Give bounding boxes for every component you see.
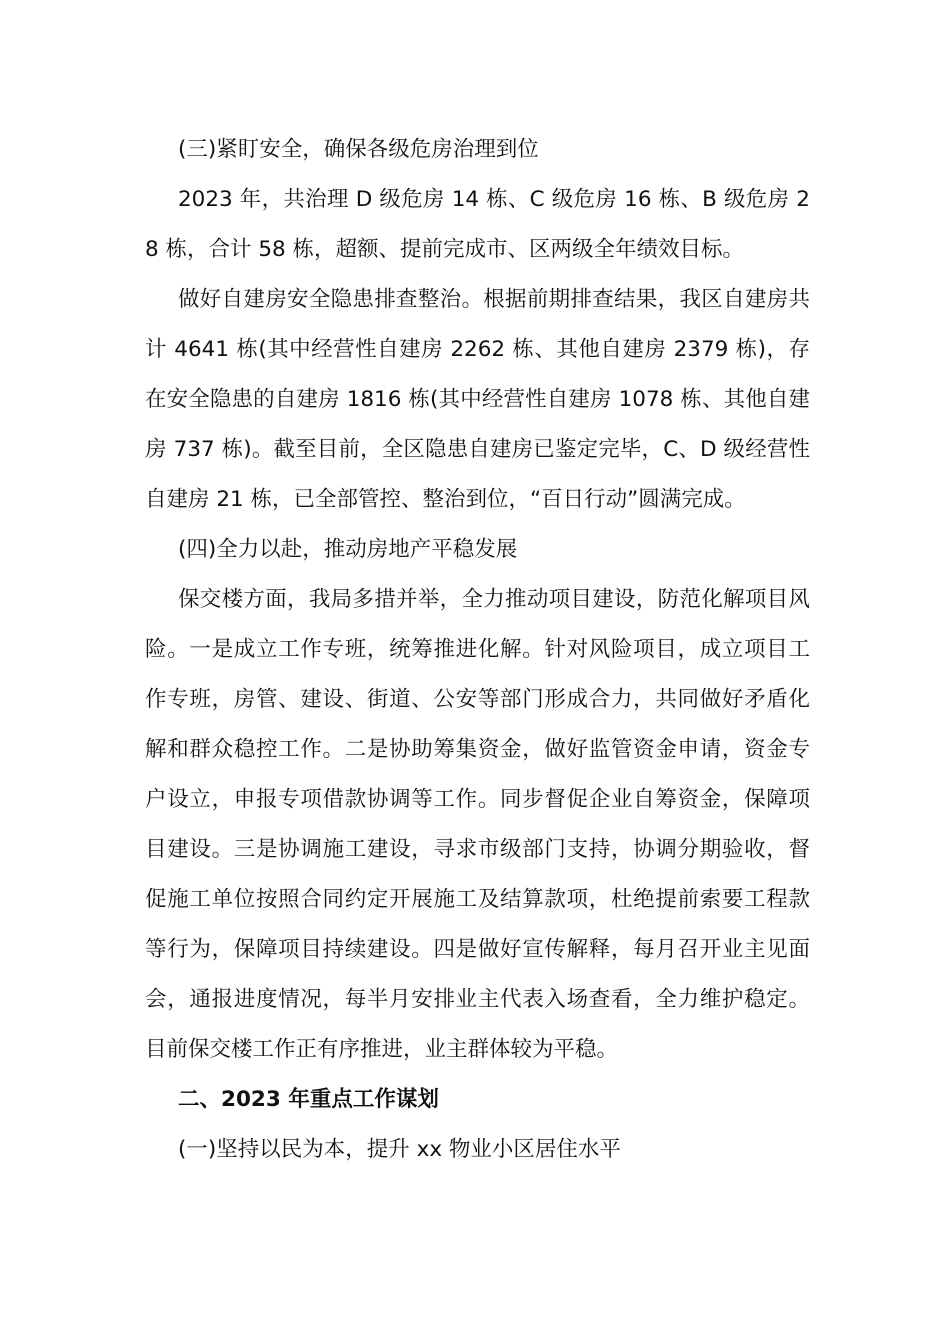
chapter-heading-2: 二、2023 年重点工作谋划 <box>178 1087 439 1112</box>
document-body <box>145 125 810 1175</box>
paragraph-self-built-housing: 做好自建房安全隐患排查整治。根据前期排查结果，我区自建房共计 4641 栋(其中经营性自建房 2262 栋、其他自建房 2379 栋)，存在安全隐患的自建房 1816 栋(其中经营性自建房 1078 栋、其他自建房 737 栋)。截至目前，全区隐患自建房已鉴定完毕，C、D 级经营性自建房 21 栋，已全部管控、整治到位，“百日行动”圆满完成。 <box>145 287 810 512</box>
section-heading-3: (三)紧盯安全，确保各级危房治理到位 <box>178 137 539 162</box>
section-heading-1: (一)坚持以民为本，提升 xx 物业小区居住水平 <box>178 1137 621 1162</box>
section-heading-4: (四)全力以赴，推动房地产平稳发展 <box>178 537 518 562</box>
paragraph-guarantee-delivery: 保交楼方面，我局多措并举，全力推动项目建设，防范化解项目风险。一是成立工作专班，统筹推进化解。针对风险项目，成立项目工作专班，房管、建设、街道、公安等部门形成合力，共同做好矛盾化解和群众稳控工作。二是协助筹集资金，做好监管资金申请，资金专户设立，申报专项借款协调等工作。同步督促企业自筹资金，保障项目建设。三是协调施工建设，寻求市级部门支持，协调分期验收，督促施工单位按照合同约定开展施工及结算款项，杜绝提前索要工程款等行为，保障项目持续建设。四是做好宣传解释，每月召开业主见面会，通报进度情况，每半月安排业主代表入场查看，全力维护稳定。目前保交楼工作正有序推进，业主群体较为平稳。 <box>145 587 810 1062</box>
paragraph-dangerous-housing: 2023 年，共治理 D 级危房 14 栋、C 级危房 16 栋、B 级危房 28 栋，合计 58 栋，超额、提前完成市、区两级全年绩效目标。 <box>145 187 810 262</box>
